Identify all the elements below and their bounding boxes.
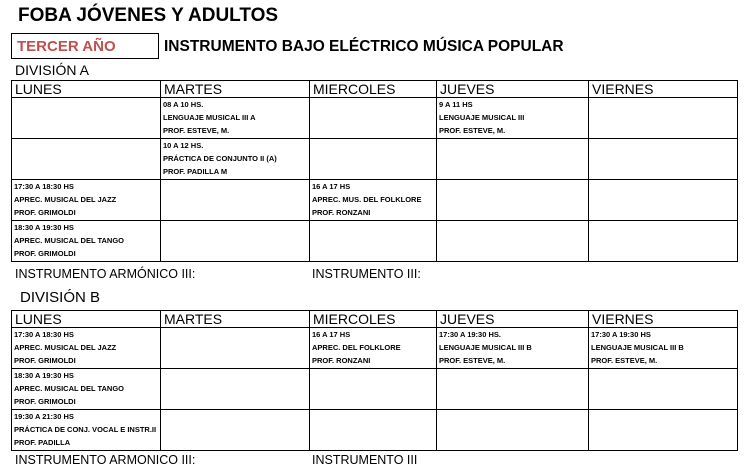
- schedule-cell: [437, 410, 589, 451]
- division-b-footer-right: INSTRUMENTO III: [312, 453, 418, 467]
- class-time: 10 A 12 HS.: [163, 141, 204, 150]
- class-time: 17:30 A 19:30 HS.: [439, 330, 501, 339]
- day-header: MIERCOLES: [310, 311, 437, 328]
- schedule-row: [12, 180, 738, 221]
- class-subject: LENGUAJE MUSICAL III A: [163, 113, 256, 122]
- schedule-cell: [161, 98, 310, 139]
- schedule-cell: [12, 180, 161, 221]
- division-a-label: DIVISIÓN A: [15, 62, 89, 78]
- day-header: MIERCOLES: [310, 81, 437, 98]
- schedule-cell: [161, 328, 310, 369]
- schedule-cell: [12, 139, 161, 180]
- schedule-cell: [437, 328, 589, 369]
- division-b-schedule: [11, 310, 738, 451]
- day-header: LUNES: [12, 81, 161, 98]
- class-prof: PROF. GRIMOLDI: [14, 397, 76, 406]
- class-subject: LENGUAJE MUSICAL III B: [591, 343, 684, 352]
- class-subject: APREC. MUSICAL DEL TANGO: [14, 384, 125, 393]
- schedule-cell: [437, 98, 589, 139]
- class-subject: APREC. MUSICAL DEL TANGO: [14, 236, 125, 245]
- division-a-footer-right: INSTRUMENTO III:: [312, 267, 421, 281]
- class-subject: APREC. MUSICAL DEL JAZZ: [14, 195, 117, 204]
- schedule-cell: [310, 410, 437, 451]
- schedule-cell: [589, 139, 738, 180]
- schedule-cell: [310, 139, 437, 180]
- class-time: 18:30 A 19:30 HS: [14, 223, 74, 232]
- day-header: MARTES: [161, 311, 310, 328]
- class-prof: PROF. GRIMOLDI: [14, 356, 76, 365]
- schedule-row: [12, 369, 738, 410]
- schedule-cell: [437, 369, 589, 410]
- schedule-cell: [12, 221, 161, 262]
- class-prof: PROF. ESTEVE, M.: [163, 126, 230, 135]
- class-prof: PROF. RONZANI: [312, 208, 371, 217]
- header-row: [12, 81, 738, 98]
- class-subject: APREC. MUSICAL DEL JAZZ: [14, 343, 117, 352]
- class-prof: PROF. ESTEVE, M.: [591, 356, 658, 365]
- schedule-cell: [589, 180, 738, 221]
- class-time: 17:30 A 18:30 HS: [14, 330, 74, 339]
- schedule-cell: [161, 410, 310, 451]
- schedule-row: [12, 139, 738, 180]
- class-time: 19:30 A 21:30 HS: [14, 412, 74, 421]
- schedule-cell: [437, 180, 589, 221]
- class-prof: PROF. ESTEVE, M.: [439, 126, 506, 135]
- schedule-row: [12, 98, 738, 139]
- day-header: VIERNES: [589, 81, 738, 98]
- class-time: 16 A 17 HS: [312, 182, 351, 191]
- header-row: [12, 311, 738, 328]
- day-header: JUEVES: [437, 81, 589, 98]
- class-time: 16 A 17 HS: [312, 330, 351, 339]
- year-label: TERCER AÑO: [17, 38, 116, 55]
- schedule-cell: [161, 180, 310, 221]
- class-prof: PROF. GRIMOLDI: [14, 208, 76, 217]
- class-prof: PROF. PADILLA: [14, 438, 71, 447]
- class-prof: PROF. PADILLA M: [163, 167, 228, 176]
- class-subject: LENGUAJE MUSICAL III B: [439, 343, 532, 352]
- schedule-cell: [161, 369, 310, 410]
- schedule-cell: [12, 410, 161, 451]
- division-b-footer-left: INSTRUMENTO ARMONICO III:: [15, 453, 196, 467]
- schedule-cell: [12, 369, 161, 410]
- schedule-row: [12, 410, 738, 451]
- division-a-schedule: [11, 80, 738, 262]
- class-subject: LENGUAJE MUSICAL III: [439, 113, 525, 122]
- schedule-cell: [310, 180, 437, 221]
- class-time: 08 A 10 HS.: [163, 100, 204, 109]
- class-prof: PROF. GRIMOLDI: [14, 249, 76, 258]
- day-header: JUEVES: [437, 311, 589, 328]
- class-time: 18:30 A 19:30 HS: [14, 371, 74, 380]
- schedule-cell: [310, 221, 437, 262]
- division-a-footer-left: INSTRUMENTO ARMÓNICO III:: [15, 267, 196, 281]
- schedule-cell: [310, 98, 437, 139]
- schedule-cell: [589, 328, 738, 369]
- schedule-cell: [589, 410, 738, 451]
- schedule-cell: [437, 139, 589, 180]
- schedule-cell: [161, 139, 310, 180]
- class-time: 17:30 A 19:30 HS: [591, 330, 651, 339]
- day-header: LUNES: [12, 311, 161, 328]
- schedule-cell: [589, 369, 738, 410]
- class-prof: PROF. ESTEVE, M.: [439, 356, 506, 365]
- schedule-cell: [310, 369, 437, 410]
- class-time: 9 A 11 HS: [439, 100, 473, 109]
- schedule-row: [12, 328, 738, 369]
- class-subject: PRÁCTICA DE CONJ. VOCAL E INSTR.II: [14, 425, 157, 434]
- class-time: 17:30 A 18:30 HS: [14, 182, 74, 191]
- day-header: MARTES: [161, 81, 310, 98]
- division-b-label: DIVISIÓN B: [20, 289, 101, 306]
- class-subject: APREC. MUS. DEL FOLKLORE: [312, 195, 422, 204]
- schedule-cell: [589, 221, 738, 262]
- class-prof: PROF. RONZANI: [312, 356, 371, 365]
- schedule-cell: [12, 98, 161, 139]
- schedule-cell: [310, 328, 437, 369]
- schedule-cell: [161, 221, 310, 262]
- subtitle: INSTRUMENTO BAJO ELÉCTRICO MÚSICA POPULAR: [164, 38, 564, 55]
- schedule-row: [12, 221, 738, 262]
- schedule-cell: [437, 221, 589, 262]
- page-title: FOBA JÓVENES Y ADULTOS: [18, 5, 279, 26]
- schedule-cell: [589, 98, 738, 139]
- class-subject: PRÁCTICA DE CONJUNTO II (A): [163, 154, 277, 163]
- class-subject: APREC. DEL FOLKLORE: [312, 343, 401, 352]
- day-header: VIERNES: [589, 311, 738, 328]
- schedule-cell: [12, 328, 161, 369]
